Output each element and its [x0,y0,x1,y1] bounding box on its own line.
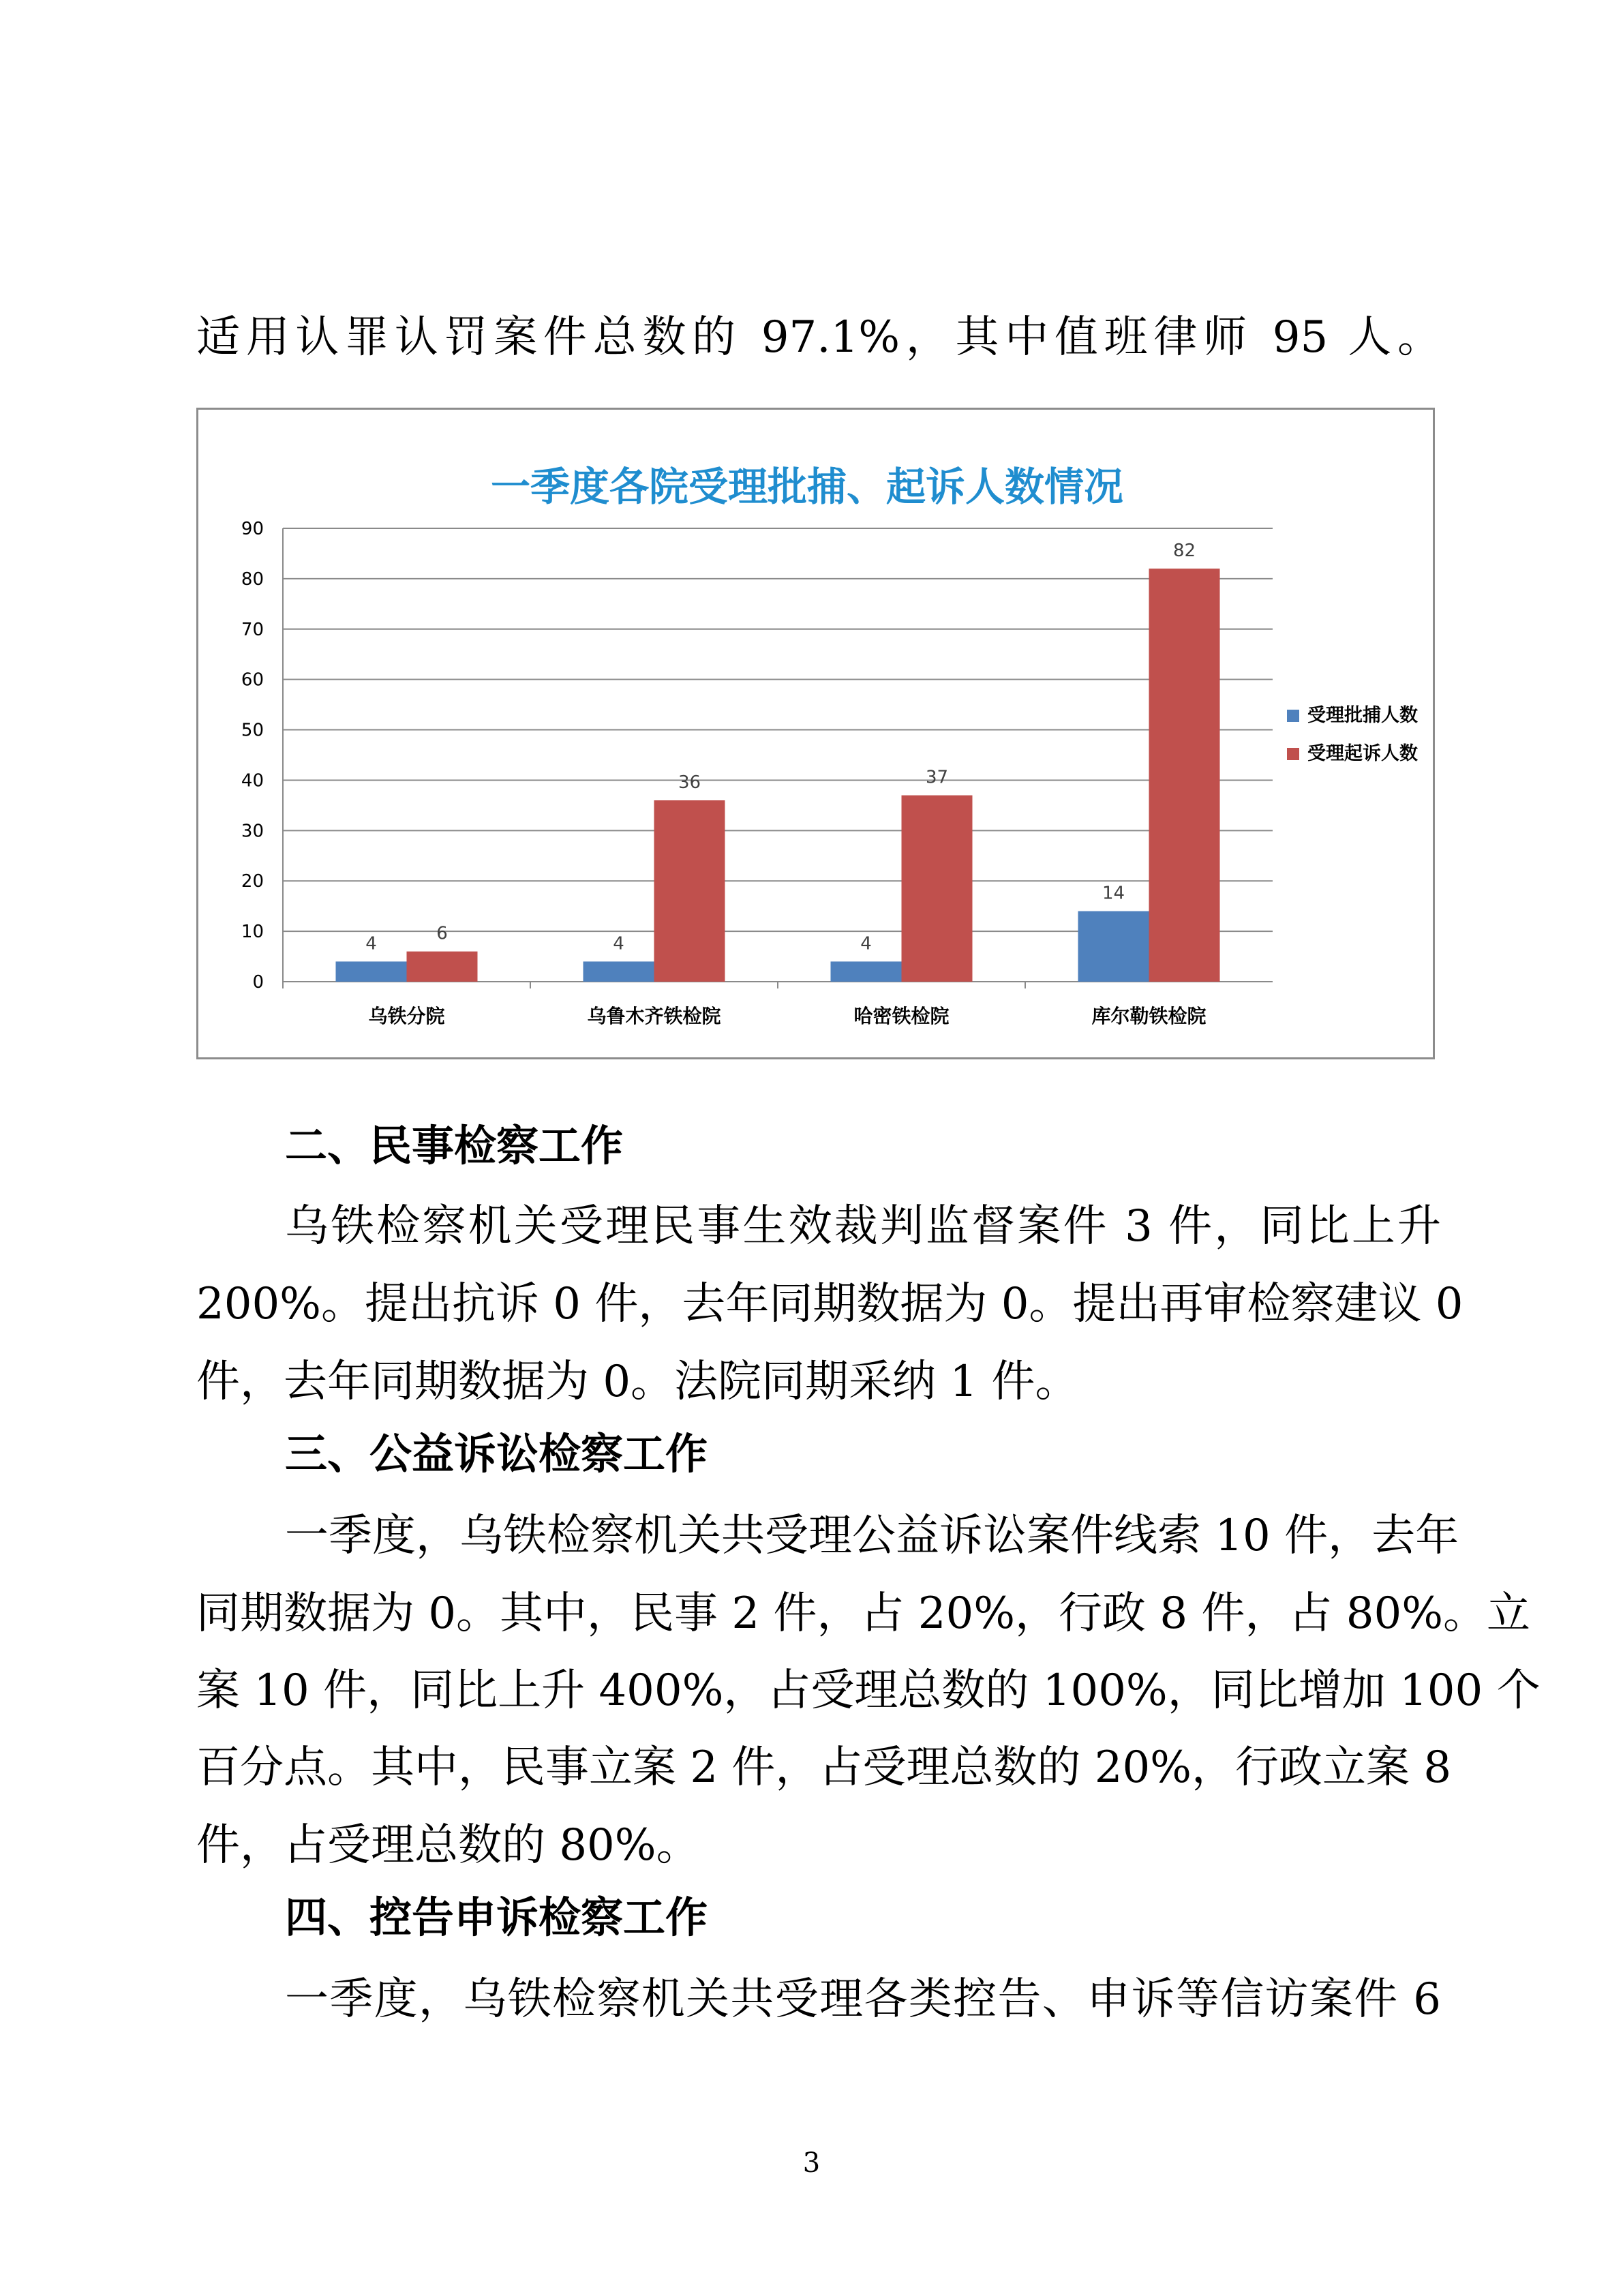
x-tick-label: 哈密铁检院 [853,1005,950,1027]
public-interest-line-3: 案 10 件，同比上升 400%，占受理总数的 100%，同比增加 100 个 [196,1665,1541,1716]
y-tick-label: 80 [241,569,264,590]
y-tick-label: 70 [241,619,264,640]
data-label: 4 [613,933,624,954]
chart-title: 一季度各院受理批捕、起诉人数情况 [490,464,1124,510]
y-tick-label: 60 [241,669,264,691]
public-interest-line-2: 同期数据为 0。其中，民事 2 件，占 20%，行政 8 件，占 80%。立 [196,1588,1531,1639]
y-tick-label: 90 [241,519,264,539]
bar-arrest [1078,911,1149,982]
x-tick-label: 乌铁分院 [368,1005,445,1027]
y-tick-label: 0 [252,972,264,993]
intro-line: 适用认罪认罚案件总数的 97.1%，其中值班律师 95 人。 [196,312,1441,363]
legend-swatch [1287,748,1299,760]
bar-prosecution [902,796,973,982]
civil-line-2: 200%。提出抗诉 0 件，去年同期数据为 0。提出再审检察建议 0 [196,1279,1463,1329]
legend-swatch [1287,710,1299,722]
bar-prosecution [654,800,725,982]
data-label: 37 [925,767,949,788]
bar-prosecution [1149,569,1220,982]
data-label: 82 [1172,541,1196,562]
y-tick-label: 10 [241,922,264,943]
legend-label: 受理批捕人数 [1307,705,1418,726]
y-tick-label: 30 [241,821,264,842]
public-interest-line-1: 一季度，乌铁检察机关共受理公益诉讼案件线索 10 件，去年 [285,1511,1459,1561]
legend-label: 受理起诉人数 [1307,743,1418,764]
data-label: 4 [860,933,872,954]
bar-arrest [336,961,407,982]
public-interest-line-4: 百分点。其中，民事立案 2 件，占受理总数的 20%，行政立案 8 [196,1742,1452,1793]
y-tick-label: 40 [241,770,264,791]
data-label: 14 [1102,883,1125,904]
x-tick-label: 乌鲁木齐铁检院 [587,1005,721,1027]
bar-arrest [831,961,902,982]
section-heading-public-interest: 三、公益诉讼检察工作 [285,1429,708,1479]
civil-line-3: 件，去年同期数据为 0。法院同期采纳 1 件。 [196,1357,1079,1407]
complaint-line-1: 一季度，乌铁检察机关共受理各类控告、申诉等信访案件 6 [285,1974,1441,2025]
bar-chart [196,408,1435,1059]
y-tick-label: 20 [241,871,264,892]
chart-canvas [198,410,1433,1057]
section-heading-civil: 二、民事检察工作 [285,1121,624,1170]
data-label: 4 [365,933,377,954]
bar-prosecution [407,952,478,982]
page-number: 3 [802,2147,821,2179]
data-label: 6 [436,923,448,944]
data-label: 36 [678,772,701,793]
public-interest-line-5: 件，占受理总数的 80%。 [196,1820,700,1871]
civil-line-1: 乌铁检察机关受理民事生效裁判监督案件 3 件，同比上升 [285,1201,1441,1252]
bar-arrest [583,961,654,982]
x-tick-label: 库尔勒铁检院 [1091,1005,1207,1027]
y-tick-label: 50 [241,720,264,741]
section-heading-complaint: 四、控告申诉检察工作 [285,1892,708,1942]
